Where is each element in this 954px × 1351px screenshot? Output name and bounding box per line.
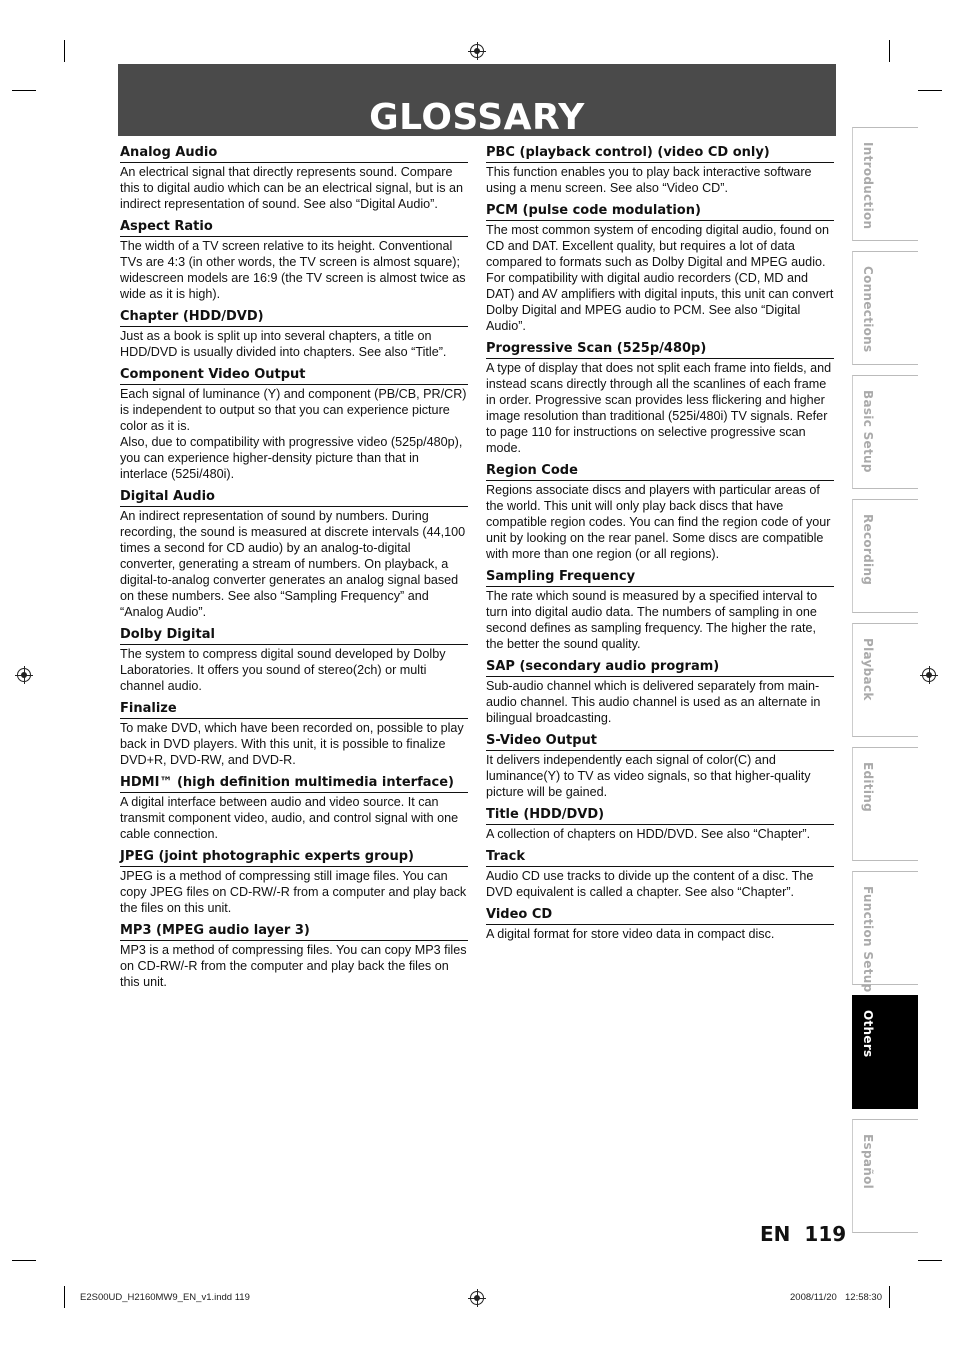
glossary-entry <box>486 907 834 942</box>
definition-paragraph: Just as a book is split up into several chapters, a title on HDD/DVD is usually divided into chapters. See also “Title”. <box>120 329 447 359</box>
tab-label: Function Setup <box>861 886 875 993</box>
glossary-left-column <box>120 145 468 997</box>
glossary-definition <box>486 360 834 456</box>
glossary-definition <box>120 646 468 694</box>
definition-paragraph: Audio CD use tracks to divide up the content of a disc. The DVD equivalent is called a chapter. See also “Chapter”. <box>486 869 814 899</box>
definition-paragraph: Also, due to compatibility with progressive video (525p/480p), you can experience higher-density picture than that in interlace (525i/480i). <box>120 435 463 481</box>
glossary-term: Progressive Scan (525p/480p) <box>486 341 834 359</box>
glossary-entry <box>120 219 468 302</box>
definition-paragraph: MP3 is a method of compressing files. You can copy MP3 files on CD-RW/-R from the computer and play back the files on this unit. <box>120 943 467 989</box>
glossary-term: Title (HDD/DVD) <box>486 807 834 825</box>
glossary-term: Digital Audio <box>120 489 468 507</box>
registration-mark-icon <box>470 1291 484 1305</box>
definition-paragraph: The system to compress digital sound developed by Dolby Laboratories. It offers you sound of stereo(2ch) or multi channel audio. <box>120 647 446 693</box>
glossary-definition <box>120 508 468 620</box>
glossary-term: Aspect Ratio <box>120 219 468 237</box>
tab-label: Introduction <box>861 142 875 230</box>
definition-paragraph: A digital format for store video data in compact disc. <box>486 927 775 941</box>
glossary-definition <box>120 328 468 360</box>
glossary-entry <box>120 367 468 482</box>
tab-recording[interactable] <box>852 499 918 613</box>
tab-introduction[interactable] <box>852 127 918 241</box>
tab-playback[interactable] <box>852 623 918 737</box>
glossary-definition <box>486 678 834 726</box>
tab-function-setup[interactable] <box>852 871 918 993</box>
tab-espa-ol[interactable] <box>852 1119 918 1233</box>
glossary-definition <box>120 868 468 916</box>
glossary-term: Region Code <box>486 463 834 481</box>
crop-mark <box>12 90 36 91</box>
definition-paragraph: The rate which sound is measured by a specified interval to turn into digital audio data. The numbers of sampling in one second defines as sampling frequency. The higher the rate, the better the sound quality. <box>486 589 818 651</box>
crop-mark <box>64 1286 65 1308</box>
footer-date: 2008/11/20 <box>790 1292 837 1303</box>
definition-paragraph: Each signal of luminance (Y) and component (PB/CB, PR/CR) is independent to output so that you can experience picture color as it is. <box>120 387 467 433</box>
crop-mark <box>12 1260 36 1261</box>
tab-label: Recording <box>861 514 875 586</box>
glossary-definition <box>120 942 468 990</box>
tab-editing[interactable] <box>852 747 918 861</box>
glossary-entry <box>486 145 834 196</box>
glossary-term: JPEG (joint photographic experts group) <box>120 849 468 867</box>
tab-label: Editing <box>861 762 875 812</box>
glossary-entry <box>486 341 834 456</box>
section-tabs <box>852 127 918 1243</box>
page-number-value: 119 <box>804 1222 847 1246</box>
glossary-definition <box>120 794 468 842</box>
glossary-term: S-Video Output <box>486 733 834 751</box>
glossary-definition <box>486 752 834 800</box>
glossary-term: SAP (secondary audio program) <box>486 659 834 677</box>
glossary-entry <box>120 309 468 360</box>
glossary-term: HDMI™ (high definition multimedia interface) <box>120 775 468 793</box>
glossary-entry <box>486 807 834 842</box>
glossary-definition <box>120 720 468 768</box>
registration-mark-icon <box>922 668 936 682</box>
crop-mark <box>64 40 65 62</box>
definition-paragraph: The width of a TV screen relative to its height. Conventional TVs are 4:3 (in other words, the TV screen is almost square); widescreen models are 16:9 (the TV screen is almost twice as wide as it is high). <box>120 239 466 301</box>
definition-paragraph: It delivers independently each signal of color(C) and luminance(Y) to TV as video signals, so that higher-quality picture will be gained. <box>486 753 811 799</box>
tab-connections[interactable] <box>852 251 918 365</box>
definition-paragraph: A digital interface between audio and video source. It can transmit component video, audio, and control signal with one cable connection. <box>120 795 459 841</box>
page-title: GLOSSARY <box>369 97 585 138</box>
glossary-entry <box>120 489 468 620</box>
glossary-entry <box>486 733 834 800</box>
crop-mark <box>918 90 942 91</box>
registration-mark-icon <box>17 668 31 682</box>
definition-paragraph: An electrical signal that directly represents sound. Compare this to digital audio which can be an electrical signal, but is an indirect representation of sound. See also “Digital Audio”. <box>120 165 464 211</box>
registration-mark-icon <box>470 44 484 58</box>
glossary-term: Video CD <box>486 907 834 925</box>
glossary-term: Dolby Digital <box>120 627 468 645</box>
glossary-term: Finalize <box>120 701 468 719</box>
glossary-definition <box>486 868 834 900</box>
glossary-definition <box>120 164 468 212</box>
definition-paragraph: An indirect representation of sound by numbers. During recording, the sound is measured at discrete intervals (44,100 times a second for CD audio) by an analog-to-digital converter, generating a stream of numbers. On playback, a digital-to-analog converter generates an analog signal based on these numbers. See also “Sampling Frequency” and “Analog Audio”. <box>120 509 466 619</box>
glossary-definition <box>486 482 834 562</box>
glossary-right-column <box>486 145 834 949</box>
glossary-entry <box>120 849 468 916</box>
glossary-definition <box>486 164 834 196</box>
glossary-term: PBC (playback control) (video CD only) <box>486 145 834 163</box>
footer-time: 12:58:30 <box>845 1292 882 1303</box>
glossary-entry <box>486 203 834 334</box>
glossary-entry <box>486 849 834 900</box>
glossary-entry <box>486 463 834 562</box>
definition-paragraph: The most common system of encoding digital audio, found on CD and DAT. Excellent quality, but requires a lot of data compared to formats such as Dolby Digital and MPEG audio. For compatibility with digital audio recorders (CD, MD and DAT) and AV amplifiers with digital inputs, this unit can convert Dolby Digital and MPEG audio to PCM. See also “Digital Audio”. <box>486 223 834 333</box>
glossary-term: Track <box>486 849 834 867</box>
glossary-entry <box>120 701 468 768</box>
glossary-definition <box>120 386 468 482</box>
footer-file: E2S00UD_H2160MW9_EN_v1.indd 119 <box>80 1292 250 1303</box>
title-banner <box>118 64 836 136</box>
crop-mark <box>889 1286 890 1308</box>
glossary-term: PCM (pulse code modulation) <box>486 203 834 221</box>
glossary-definition <box>486 588 834 652</box>
tab-label: Others <box>861 1010 875 1058</box>
definition-paragraph: Regions associate discs and players with particular areas of the world. This unit will only play back discs that have compatible region codes. You can find the region code of your unit by looking on the rear panel. Some discs are compatible with more than one region (or all regions). <box>486 483 831 561</box>
glossary-entry <box>120 627 468 694</box>
glossary-term: MP3 (MPEG audio layer 3) <box>120 923 468 941</box>
crop-mark <box>918 1260 942 1261</box>
language-label: EN <box>760 1222 791 1246</box>
glossary-definition <box>486 926 834 942</box>
page-number <box>760 1222 846 1246</box>
glossary-term: Sampling Frequency <box>486 569 834 587</box>
glossary-entry <box>120 775 468 842</box>
tab-label: Connections <box>861 266 875 353</box>
glossary-definition <box>486 222 834 334</box>
glossary-entry <box>120 923 468 990</box>
glossary-entry <box>486 569 834 652</box>
definition-paragraph: A collection of chapters on HDD/DVD. See also “Chapter”. <box>486 827 811 841</box>
definition-paragraph: Sub-audio channel which is delivered separately from main-audio channel. This audio channel is used as an alternate in bilingual broadcasting. <box>486 679 821 725</box>
definition-paragraph: JPEG is a method of compressing still image files. You can copy JPEG files on CD-RW/-R from a computer and play back the files on this unit. <box>120 869 467 915</box>
definition-paragraph: This function enables you to play back interactive software using a menu screen. See also “Video CD”. <box>486 165 812 195</box>
tab-label: Español <box>861 1134 875 1190</box>
crop-mark <box>889 40 890 62</box>
definition-paragraph: To make DVD, which have been recorded on, possible to play back in DVD players. With this unit, it is possible to finalize DVD+R, DVD-RW, and DVD-R. <box>120 721 464 767</box>
tab-others[interactable] <box>852 995 918 1109</box>
glossary-entry <box>120 145 468 212</box>
tab-label: Basic Setup <box>861 390 875 473</box>
glossary-term: Component Video Output <box>120 367 468 385</box>
definition-paragraph: A type of display that does not split each frame into fields, and instead scans directly through all the scanlines of each frame in order. Progressive scan provides less flickering and higher image resolution than traditional (525i/480i) TV signals. Refer to page 110 for instructions on selective progressive scan mode. <box>486 361 832 455</box>
glossary-definition <box>486 826 834 842</box>
glossary-definition <box>120 238 468 302</box>
glossary-term: Analog Audio <box>120 145 468 163</box>
glossary-term: Chapter (HDD/DVD) <box>120 309 468 327</box>
tab-label: Playback <box>861 638 875 701</box>
glossary-entry <box>486 659 834 726</box>
tab-basic-setup[interactable] <box>852 375 918 489</box>
